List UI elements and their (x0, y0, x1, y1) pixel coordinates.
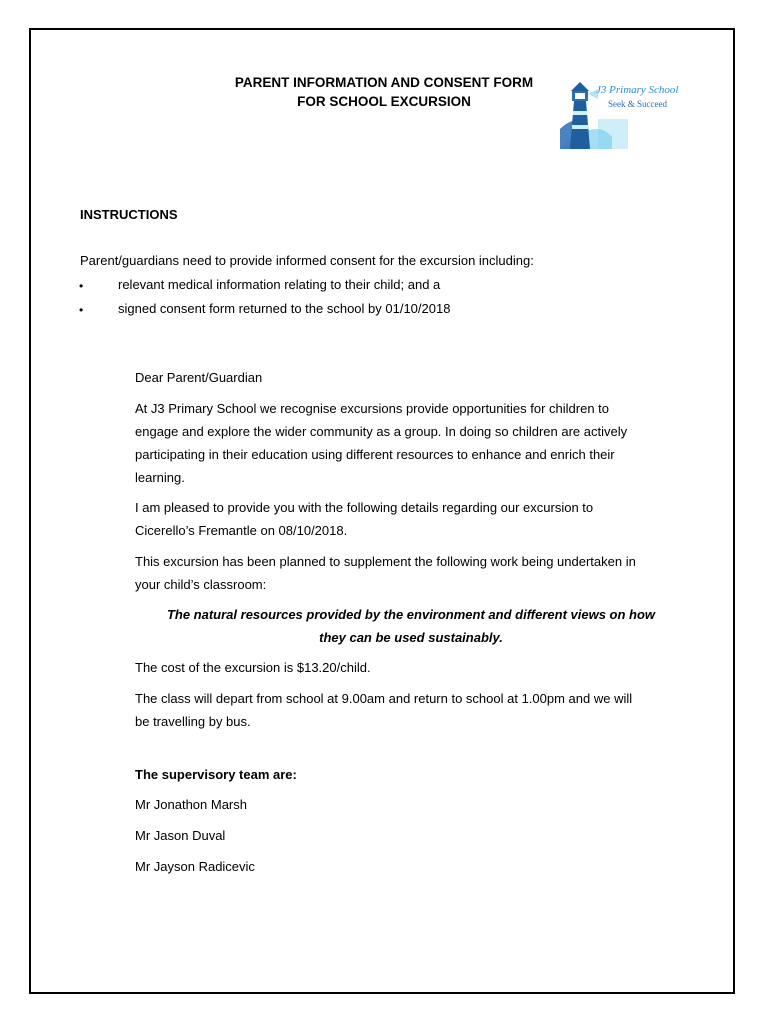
team-member: Mr Jason Duval (135, 828, 226, 843)
instruction-item: relevant medical information relating to their child; and a (118, 277, 441, 292)
team-heading: The supervisory team are: (135, 767, 297, 782)
focus-line: The natural resources provided by the environment and different views on how (166, 607, 656, 622)
paragraph-line: Cicerello’s Fremantle on 08/10/2018. (135, 523, 348, 538)
svg-text:Seek & Succeed: Seek & Succeed (608, 99, 667, 109)
lighthouse-icon (560, 77, 692, 151)
paragraph-line: be travelling by bus. (135, 714, 251, 729)
focus-line: they can be used sustainably. (319, 630, 503, 645)
paragraph-line: participating in their education using different resources to enhance and enrich their (135, 447, 615, 462)
letter-salutation: Dear Parent/Guardian (135, 370, 263, 385)
instructions-intro: Parent/guardians need to provide informed consent for the excursion including: (80, 253, 534, 268)
instructions-heading: INSTRUCTIONS (80, 207, 178, 222)
paragraph-line: engage and explore the wider community as a group. In doing so children are actively (135, 424, 628, 439)
instruction-item: signed consent form returned to the school by 01/10/2018 (118, 301, 451, 316)
paragraph-line: At J3 Primary School we recognise excursions provide opportunities for children to (135, 401, 610, 416)
form-title-line-1: PARENT INFORMATION AND CONSENT FORM (234, 75, 534, 90)
bullet-icon: • (79, 303, 84, 317)
svg-text:J3 Primary School: J3 Primary School (596, 84, 679, 96)
form-title-line-2: FOR SCHOOL EXCURSION (297, 94, 471, 109)
cost-statement: The cost of the excursion is $13.20/child. (135, 660, 371, 675)
paragraph-line: I am pleased to provide you with the following details regarding our excursion to (135, 500, 594, 515)
paragraph-line: learning. (135, 470, 185, 485)
team-member: Mr Jonathon Marsh (135, 797, 247, 812)
team-member: Mr Jayson Radicevic (135, 859, 255, 874)
bullet-icon: • (79, 279, 84, 293)
paragraph-line: The class will depart from school at 9.00am and return to school at 1.00pm and we will (135, 691, 633, 706)
school-logo (560, 77, 692, 151)
paragraph-line: your child’s classroom: (135, 577, 267, 592)
paragraph-line: This excursion has been planned to supplement the following work being undertaken in (135, 554, 636, 569)
